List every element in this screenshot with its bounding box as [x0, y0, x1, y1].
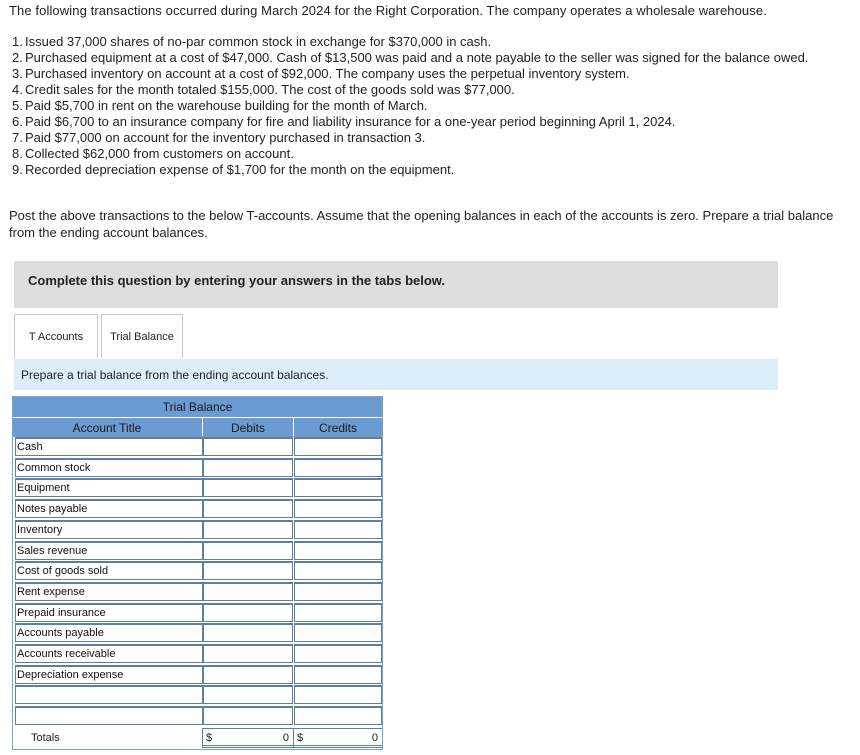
transaction-item	[12, 162, 850, 178]
transaction-item	[12, 98, 850, 114]
header-debits: Debits	[230, 421, 265, 435]
debit-input[interactable]	[203, 623, 293, 642]
account-title-input[interactable]	[15, 706, 203, 725]
debit-input[interactable]	[203, 603, 293, 622]
transaction-text: Paid $5,700 in rent on the warehouse building for the month of March.	[25, 98, 428, 113]
header-account-title: Account Title	[72, 421, 142, 435]
transaction-number: 9.	[12, 162, 23, 177]
prompt-text: Prepare a trial balance from the ending account balances.	[21, 368, 329, 382]
account-title-input[interactable]	[15, 685, 203, 704]
debit-input[interactable]	[203, 437, 293, 456]
instruction-banner	[14, 261, 778, 308]
credit-input[interactable]	[294, 644, 382, 663]
account-title-input[interactable]: Common stock	[15, 458, 203, 477]
table-row	[13, 457, 382, 478]
credits-total-value: 0	[371, 732, 378, 744]
table-title: Trial Balance	[162, 400, 233, 414]
debits-total	[203, 728, 293, 748]
transaction-item	[12, 114, 850, 130]
transaction-text: Collected $62,000 from customers on account.	[25, 146, 294, 161]
table-row	[13, 560, 382, 581]
debit-input[interactable]	[203, 582, 293, 601]
transaction-text: Credit sales for the month totaled $155,000. The cost of the goods sold was $77,000.	[25, 82, 515, 97]
transaction-number: 7.	[12, 130, 23, 145]
header-divider	[293, 417, 294, 436]
debits-total-currency: $	[206, 732, 213, 744]
debit-input[interactable]	[203, 541, 293, 560]
totals-row	[13, 728, 382, 749]
credit-input[interactable]	[294, 478, 382, 497]
tab-prompt	[14, 359, 778, 390]
transaction-text: Paid $77,000 on account for the inventory purchased in transaction 3.	[25, 130, 426, 145]
credit-input[interactable]	[294, 561, 382, 580]
table-row	[13, 684, 382, 705]
totals-label: Totals	[31, 732, 60, 744]
tab-trial-balance[interactable]: Trial Balance	[101, 314, 183, 358]
credit-input[interactable]	[294, 437, 382, 456]
credit-input[interactable]	[294, 541, 382, 560]
debit-input[interactable]	[203, 644, 293, 663]
credit-input[interactable]	[294, 665, 382, 684]
table-row	[13, 643, 382, 664]
transaction-text: Paid $6,700 to an insurance company for fire and liability insurance for a one-year period beginning April 1, 2024.	[25, 114, 676, 129]
table-header-row	[13, 417, 382, 437]
instructions-text: Post the above transactions to the below T-accounts. Assume that the opening balances in each of the accounts is zero. Prepare a trial balance from the ending account balances.	[9, 208, 834, 240]
debit-input[interactable]	[203, 458, 293, 477]
account-title-input[interactable]: Cash	[15, 437, 203, 456]
transaction-text: Purchased inventory on account at a cost of $92,000. The company uses the perpetual inventory system.	[25, 66, 630, 81]
transaction-item	[12, 66, 850, 82]
trial-balance-table	[12, 396, 383, 750]
credits-total-currency: $	[297, 732, 304, 744]
transaction-text: Recorded depreciation expense of $1,700 for the month on the equipment.	[25, 162, 455, 177]
debit-input[interactable]	[203, 520, 293, 539]
transaction-item	[12, 34, 850, 50]
debit-input[interactable]	[203, 561, 293, 580]
account-title-input[interactable]: Prepaid insurance	[15, 603, 203, 622]
table-row	[13, 498, 382, 519]
table-row	[13, 540, 382, 561]
account-title-input[interactable]: Rent expense	[15, 582, 203, 601]
transaction-item	[12, 50, 850, 66]
credit-input[interactable]	[294, 458, 382, 477]
transaction-number: 5.	[12, 98, 23, 113]
debits-total-value: 0	[282, 732, 289, 744]
transaction-number: 3.	[12, 66, 23, 81]
table-row	[13, 664, 382, 685]
credit-input[interactable]	[294, 582, 382, 601]
transaction-item	[12, 130, 850, 146]
table-row	[13, 581, 382, 602]
debit-input[interactable]	[203, 499, 293, 518]
header-divider	[202, 417, 203, 436]
table-row	[13, 705, 382, 726]
debit-input[interactable]	[203, 685, 293, 704]
account-title-input[interactable]: Inventory	[15, 520, 203, 539]
debit-input[interactable]	[203, 665, 293, 684]
transaction-number: 8.	[12, 146, 23, 161]
transaction-number: 6.	[12, 114, 23, 129]
account-title-input[interactable]: Equipment	[15, 478, 203, 497]
account-title-input[interactable]: Accounts receivable	[15, 644, 203, 663]
transaction-text: Issued 37,000 shares of no-par common stock in exchange for $370,000 in cash.	[25, 34, 492, 49]
transaction-item	[12, 146, 850, 162]
credits-total	[294, 728, 382, 748]
table-row	[13, 477, 382, 498]
transaction-text: Purchased equipment at a cost of $47,000. Cash of $13,500 was paid and a note payable to the seller was signed for the balance owed.	[25, 50, 809, 65]
intro-text: The following transactions occurred during March 2024 for the Right Corporation. The company operates a wholesale warehouse.	[9, 3, 767, 18]
debit-input[interactable]	[203, 478, 293, 497]
banner-text: Complete this question by entering your answers in the tabs below.	[28, 273, 446, 288]
table-row	[13, 519, 382, 540]
credit-input[interactable]	[294, 685, 382, 704]
tab-t-accounts[interactable]: T Accounts	[14, 314, 98, 358]
credit-input[interactable]	[294, 499, 382, 518]
transaction-item	[12, 82, 850, 98]
table-row	[13, 602, 382, 623]
account-title-input[interactable]: Notes payable	[15, 499, 203, 518]
credit-input[interactable]	[294, 706, 382, 725]
transaction-list	[12, 34, 850, 178]
table-title-row	[13, 397, 382, 417]
header-credits: Credits	[318, 421, 357, 435]
account-title-input[interactable]: Sales revenue	[15, 541, 203, 560]
transaction-number: 2.	[12, 50, 23, 65]
credit-input[interactable]	[294, 520, 382, 539]
transaction-number: 1.	[12, 34, 23, 49]
table-row	[13, 622, 382, 643]
debit-input[interactable]	[203, 706, 293, 725]
table-row	[13, 436, 382, 457]
credit-input[interactable]	[294, 623, 382, 642]
transaction-number: 4.	[12, 82, 23, 97]
account-title-input[interactable]: Depreciation expense	[15, 665, 203, 684]
credit-input[interactable]	[294, 603, 382, 622]
account-title-input[interactable]: Accounts payable	[15, 623, 203, 642]
account-title-input[interactable]: Cost of goods sold	[15, 561, 203, 580]
